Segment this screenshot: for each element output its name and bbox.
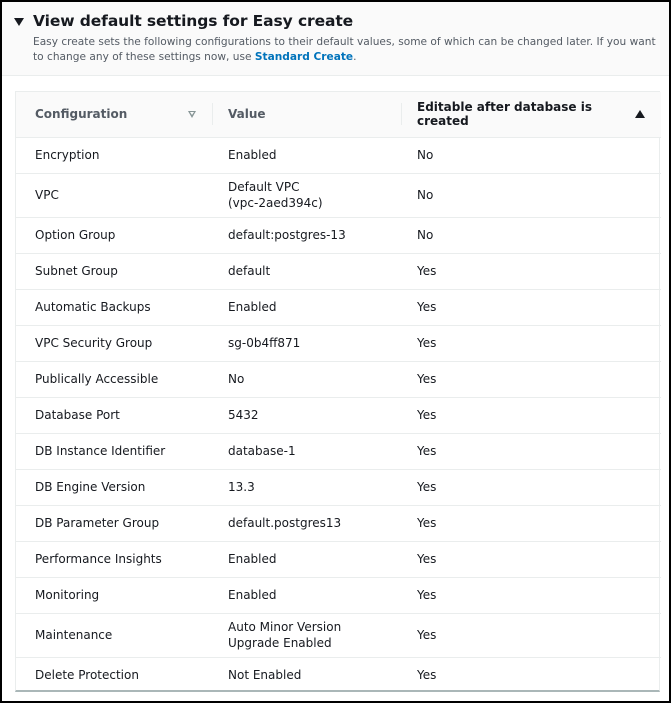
column-label: Value bbox=[228, 107, 266, 122]
cell-editable: Yes bbox=[402, 289, 661, 325]
cell-value: 5432 bbox=[213, 397, 402, 433]
expand-section-toggle[interactable] bbox=[14, 12, 353, 30]
table-row bbox=[16, 657, 661, 693]
cell-editable: Yes bbox=[402, 505, 661, 541]
table-row bbox=[16, 361, 661, 397]
column-header-value bbox=[213, 92, 402, 137]
cell-value: Enabled bbox=[213, 137, 402, 173]
cell-value: default:postgres-13 bbox=[213, 217, 402, 253]
table-row bbox=[16, 433, 661, 469]
cell-editable: No bbox=[402, 173, 661, 217]
value-line: (vpc-2aed394c) bbox=[228, 196, 323, 210]
table-row bbox=[16, 137, 661, 173]
table-row bbox=[16, 289, 661, 325]
cell-configuration: Monitoring bbox=[16, 577, 213, 613]
cell-value: 13.3 bbox=[213, 469, 402, 505]
cell-configuration: Publically Accessible bbox=[16, 361, 213, 397]
sort-descending-icon[interactable] bbox=[188, 111, 196, 118]
cell-value: Enabled bbox=[213, 577, 402, 613]
table-row bbox=[16, 577, 661, 613]
caret-down-icon bbox=[14, 18, 24, 26]
cell-editable: No bbox=[402, 217, 661, 253]
cell-configuration: Encryption bbox=[16, 137, 213, 173]
cell-editable: Yes bbox=[402, 325, 661, 361]
cell-value: default.postgres13 bbox=[213, 505, 402, 541]
cell-value: Not Enabled bbox=[228, 668, 302, 683]
cell-editable: No bbox=[402, 137, 661, 173]
cell-configuration: Maintenance bbox=[16, 613, 213, 657]
value-line: Auto Minor Version bbox=[228, 620, 342, 634]
table-row bbox=[16, 173, 661, 217]
cell-configuration: Automatic Backups bbox=[16, 289, 213, 325]
cell-value: sg-0b4ff871 bbox=[213, 325, 402, 361]
column-label: Configuration bbox=[35, 107, 128, 122]
cell-configuration: Performance Insights bbox=[16, 541, 213, 577]
table-row bbox=[16, 217, 661, 253]
column-label: Editable after database is created bbox=[417, 100, 592, 129]
table-header-row bbox=[16, 92, 661, 137]
cell-value: database-1 bbox=[213, 433, 402, 469]
section-header bbox=[2, 2, 669, 76]
sort-ascending-icon[interactable] bbox=[635, 110, 645, 118]
cell-configuration: Database Port bbox=[16, 397, 213, 433]
cell-configuration: Delete Protection bbox=[35, 668, 139, 683]
value-line: Upgrade Enabled bbox=[228, 636, 332, 650]
cell-configuration: DB Instance Identifier bbox=[16, 433, 213, 469]
cell-value bbox=[213, 173, 402, 217]
value-line: Default VPC bbox=[228, 180, 300, 194]
table-row bbox=[16, 541, 661, 577]
description-text: Easy create sets the following configurations to their default values, some of which can be changed later. If you want to change any of these settings now, use bbox=[33, 36, 656, 63]
section-title: View default settings for Easy create bbox=[33, 12, 354, 30]
section-description bbox=[33, 35, 663, 64]
cell-editable: Yes bbox=[417, 668, 437, 683]
cell-editable: Yes bbox=[402, 577, 661, 613]
default-settings-table bbox=[15, 91, 660, 692]
cell-configuration: Subnet Group bbox=[16, 253, 213, 289]
table-row bbox=[16, 253, 661, 289]
table-row bbox=[16, 505, 661, 541]
table-row bbox=[16, 325, 661, 361]
cell-configuration: Option Group bbox=[16, 217, 213, 253]
cell-editable: Yes bbox=[402, 469, 661, 505]
cell-value: Enabled bbox=[213, 289, 402, 325]
cell-configuration: DB Engine Version bbox=[16, 469, 213, 505]
table-row bbox=[16, 613, 661, 657]
cell-editable: Yes bbox=[402, 361, 661, 397]
cell-editable: Yes bbox=[402, 253, 661, 289]
table-row bbox=[16, 469, 661, 505]
column-header-configuration[interactable] bbox=[16, 92, 213, 137]
column-header-editable[interactable] bbox=[402, 92, 661, 137]
table-row bbox=[16, 397, 661, 433]
cell-editable: Yes bbox=[402, 433, 661, 469]
cell-value bbox=[213, 613, 402, 657]
cell-configuration: VPC Security Group bbox=[16, 325, 213, 361]
cell-editable: Yes bbox=[402, 541, 661, 577]
cell-configuration: VPC bbox=[16, 173, 213, 217]
cell-value: Enabled bbox=[213, 541, 402, 577]
cell-editable: Yes bbox=[402, 613, 661, 657]
standard-create-link[interactable]: Standard Create bbox=[254, 50, 354, 63]
cell-value: No bbox=[213, 361, 402, 397]
description-period: . bbox=[353, 50, 357, 63]
cell-configuration: DB Parameter Group bbox=[16, 505, 213, 541]
cell-editable: Yes bbox=[402, 397, 661, 433]
cell-value: default bbox=[213, 253, 402, 289]
